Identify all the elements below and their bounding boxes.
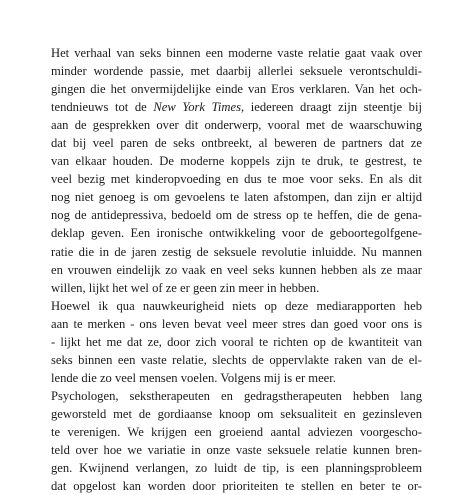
text-line: dat bij veel paren de seks ontbreekt, al beweren de partners dat ze: [51, 136, 422, 151]
text-line: minder wordende passie, met daarbij allerlei seksuele verontschuldi-: [51, 64, 422, 79]
body-text: [51, 44, 422, 494]
text-line: van elkaar houden. De moderne koppels zijn te druk, te gestrest, te: [51, 154, 422, 169]
text-line: te verenigen. We krijgen een groeiend aantal adviezen voorgescho-: [51, 424, 422, 439]
text-line: teld over hoe we variatie in onze vaste seksuele relatie kunnen bren-: [51, 443, 422, 458]
text-segment: , iedereen draagt zijn steentje bij: [241, 100, 422, 115]
text-line: en vrouwen eindelijk zo vaak en veel seks kunnen hebben als ze maar: [51, 262, 422, 277]
text-line: seks binnen een vaste relatie, slechts de oppervlakte raken van de el-: [51, 352, 422, 367]
text-line: lende die zo veel mensen voelen. Volgens mij is er meer.: [51, 370, 336, 385]
text-line: nog de antidepressiva, bedoeld om de stress op te heffen, die de gena-: [51, 208, 422, 223]
text-line: deklap geven. Een ironische ontwikkeling voor de geboortegolfgene-: [51, 226, 422, 241]
text-line: [51, 98, 422, 116]
text-line: nog niet genoeg is om gevoelens te laten afstompen, dan zijn er altijd: [51, 190, 422, 205]
text-line: veel bezig met kinderopvoeding en dus te moe voor seks. En als dit: [51, 172, 422, 187]
text-line: dat opgelost kan worden door prioriteiten te stellen en beter te or-: [51, 479, 422, 494]
text-line: aan de gesprekken over dit onderwerp, vooral met de waarschuwing: [51, 118, 422, 133]
italic-title: New York Times: [153, 100, 242, 115]
text-line: - lijkt het me dat ze, door zich vooral te richten op de kwantiteit van: [51, 334, 422, 349]
text-line: Het verhaal van seks binnen een moderne vaste relatie gaat vaak over: [51, 46, 422, 60]
text-line: willen, lijkt het wel of ze er geen zin meer in hebben.: [51, 280, 320, 295]
text-line: gingen die het onvermijdelijke einde van Eros verklaren. Van het och-: [51, 82, 422, 97]
text-line: gen. Kwijnend verlangen, zo luidt de tip, is een planningsprobleem: [51, 461, 422, 476]
text-segment: tendnieuws tot de: [51, 100, 154, 115]
text-line: ratie die in de jaren zestig de seksuele revolutie inluidde. Nu mannen: [51, 244, 422, 259]
text-line: Psychologen, sekstherapeuten en gedragstherapeuten hebben lang: [51, 388, 422, 403]
text-line: aan te merken - ons leven bevat veel meer stres dan goed voor ons is: [51, 316, 422, 331]
text-line: Hoewel ik qua nauwkeurigheid niets op deze mediarapporten heb: [51, 298, 422, 313]
text-line: geworsteld met de gordiaanse knoop om seksualiteit en gezinsleven: [51, 406, 422, 421]
